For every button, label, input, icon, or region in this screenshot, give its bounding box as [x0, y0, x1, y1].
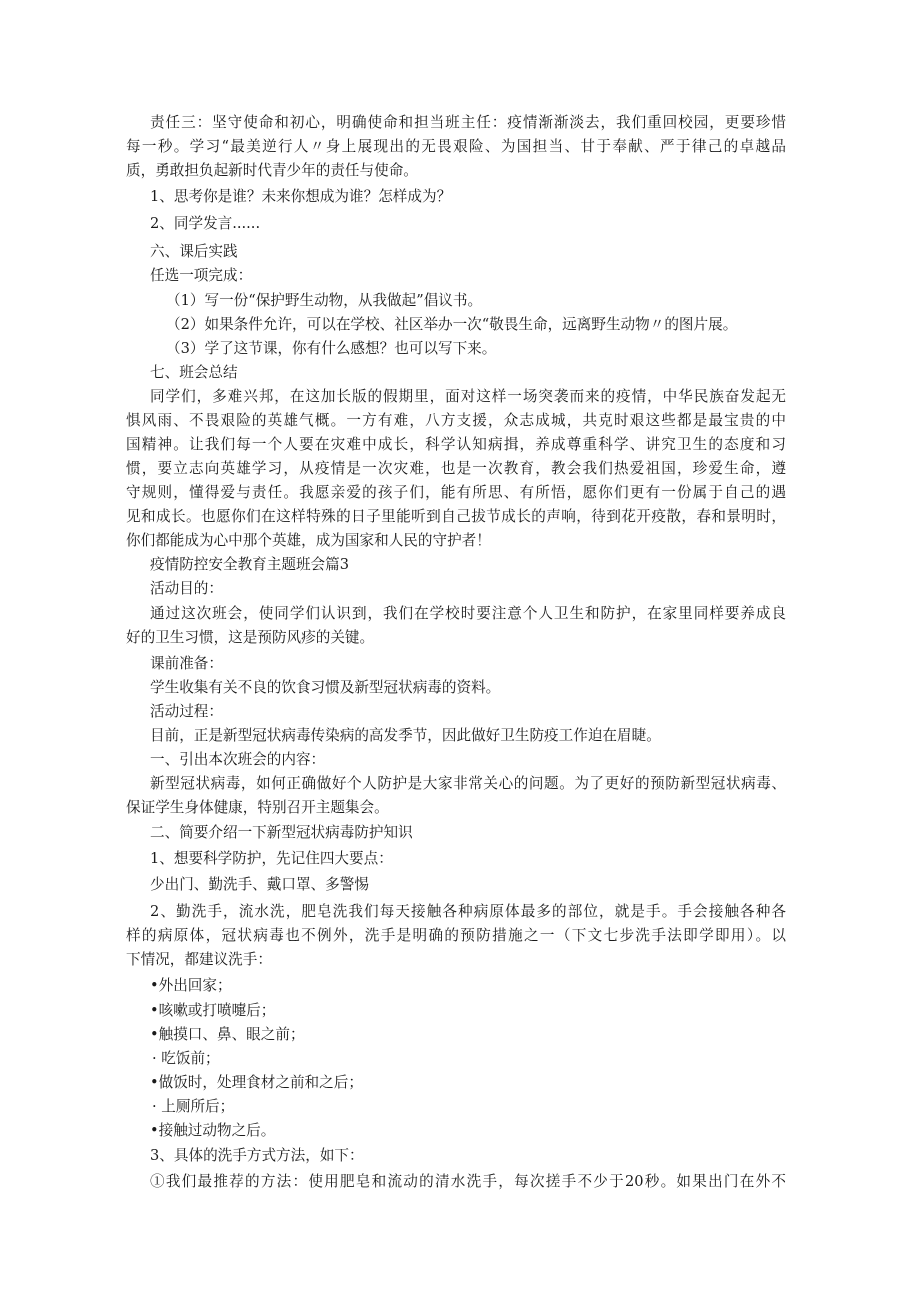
section-heading: 活动过程： [150, 703, 223, 720]
paragraph-line: 惯，要立志向英雄学习，从疫情是一次灾难，也是一次教育，教会我们热爱祖国，珍爱生命，遵 [126, 460, 786, 477]
paragraph-line: 样的病原体，冠状病毒也不例外，洗手是明确的预防措施之一（下文七步洗手法即学即用）。以 [126, 927, 786, 944]
paragraph-line: 惧风雨、不畏艰险的英雄气概。一方有难，八方支援，众志成城，共克时艰这些都是最宝贵的中 [126, 412, 786, 429]
paragraph-line: 见和成长。也愿你们在这样特殊的日子里能听到自己拔节成长的声响，待到花开疫散，春和景明时， [126, 508, 786, 525]
paragraph-line: 同学们，多难兴邦，在这加长版的假期里，面对这样一场突袭而来的疫情，中华民族奋发起无 [150, 388, 786, 405]
list-item: 1、思考你是谁？未来你想成为谁？怎样成为？ [150, 188, 452, 205]
paragraph-line: 学生收集有关不良的饮食习惯及新型冠状病毒的资料。 [150, 679, 501, 696]
paragraph-line: 2、勤洗手，流水洗，肥皂洗我们每天接触各种病原体最多的部位，就是手。手会接触各种各 [150, 903, 786, 920]
paragraph-line: 新型冠状病毒，如何正确做好个人防护是大家非常关心的问题。为了更好的预防新型冠状病毒、 [150, 775, 786, 792]
list-item: （3）学了这节课，你有什么感想？也可以写下来。 [166, 340, 497, 357]
paragraph-line: 通过这次班会，使同学们认识到，我们在学校时要注意个人卫生和防护，在家里同样要养成良 [150, 605, 786, 622]
section-title: 疫情防控安全教育主题班会篇3 [150, 556, 350, 573]
section-heading: 课前准备： [150, 655, 223, 672]
paragraph-line: ①我们最推荐的方法：使用肥皂和流动的清水洗手，每次搓手不少于20秒。如果出门在外不 [150, 1173, 786, 1190]
list-item: （2）如果条件允许，可以在学校、社区举办一次“敬畏生命，远离野生动物〃的图片展。 [166, 316, 738, 333]
paragraph-line: 国精神。让我们每一个人要在灾难中成长，科学认知病揖，养成尊重科学、讲究卫生的态度和习 [126, 436, 786, 453]
bullet-item: •触摸口、鼻、眼之前； [150, 1026, 305, 1043]
section-heading: 活动目的： [150, 580, 223, 597]
paragraph-line: 任选一项完成： [150, 267, 253, 284]
paragraph-line: 责任三：坚守使命和初心，明确使命和担当班主任：疫情渐渐淡去，我们重回校园，更要珍惜 [150, 114, 786, 131]
list-item: （1）写一份“保护野生动物，从我做起”倡议书。 [166, 292, 483, 309]
paragraph-line: 好的卫生习惯，这是预防风疹的关键。 [126, 629, 375, 646]
bullet-item: •接触过动物之后。 [150, 1122, 276, 1139]
paragraph-line: 下情况，都建议洗手： [126, 951, 272, 968]
paragraph-line: 目前，正是新型冠状病毒传染病的高发季节，因此做好卫生防疫工作迫在眉睫。 [150, 727, 661, 744]
bullet-item: •外出回家； [150, 977, 232, 994]
list-item: 1、想要科学防护，先记住四大要点： [150, 850, 393, 867]
paragraph-line: 每一秒。学习“最美逆行人〃身上展现出的无畏艰险、为国担当、甘于奉献、严于律己的卓越品 [126, 138, 786, 155]
list-item: 3、具体的洗手方式方法，如下： [150, 1147, 364, 1164]
list-item: 2、同学发言...... [150, 215, 261, 232]
section-heading: 一、引出本次班会的内容： [150, 751, 326, 768]
bullet-item: •做饭时，处理食材之前和之后； [150, 1074, 363, 1091]
section-heading: 六、课后实践 [150, 243, 238, 260]
section-heading: 七、班会总结 [150, 364, 238, 381]
paragraph-line: 保证学生身体健康，特别召开主题集会。 [126, 799, 389, 816]
paragraph-line: 你们都能成为心中那个英雄，成为国家和人民的守护者！ [126, 532, 491, 549]
bullet-item: · 上厕所后； [152, 1098, 235, 1115]
paragraph-line: 少出门、勤洗手、戴口罩、多警惕 [150, 876, 369, 893]
paragraph-line: 守规则，懂得爱与责任。我愿亲爱的孩子们，能有所思、有所悟，愿你们更有一份属于自己的遇 [126, 484, 786, 501]
bullet-item: · 吃饭前； [152, 1050, 220, 1067]
paragraph-line: 质，勇敢担负起新时代青少年的责任与使命。 [126, 162, 418, 179]
section-heading: 二、简要介绍一下新型冠状病毒防护知识 [150, 824, 413, 841]
bullet-item: •咳嗽或打喷嚏后； [150, 1002, 276, 1019]
